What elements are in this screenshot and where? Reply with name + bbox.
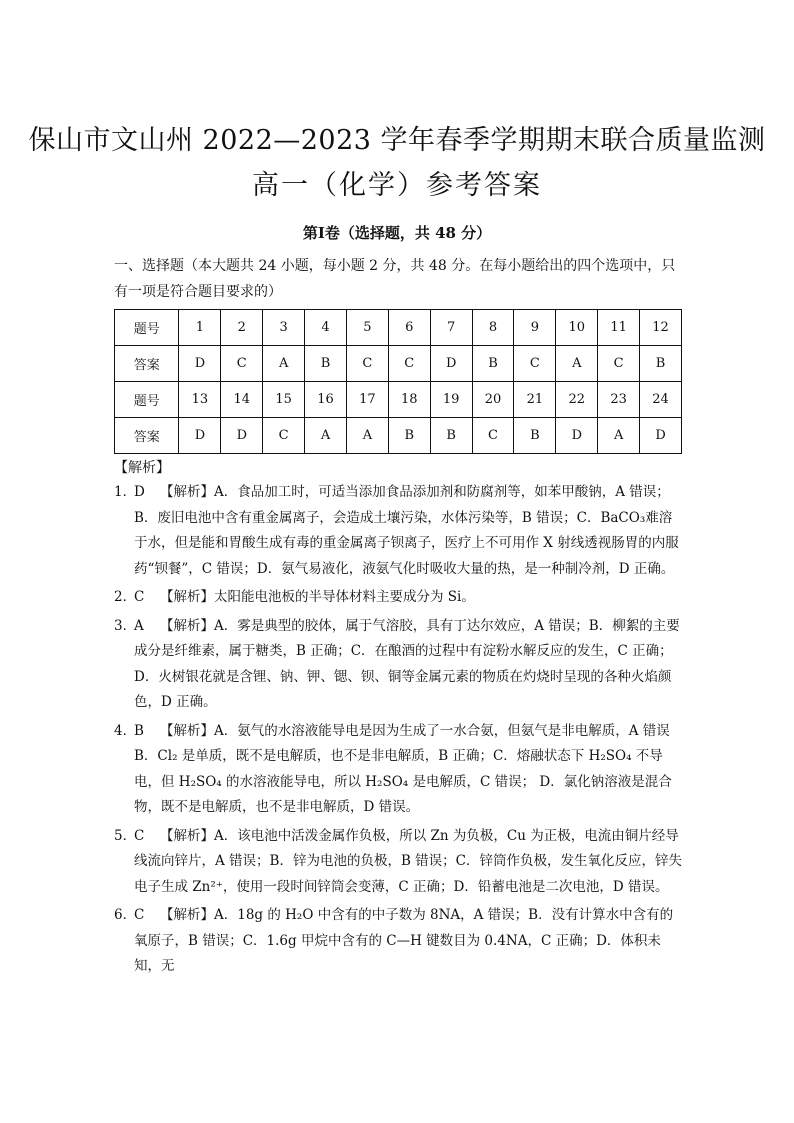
- table-cell: D: [556, 418, 598, 454]
- list-item: [114, 719, 682, 821]
- row-label: 答案: [115, 346, 179, 382]
- table-cell: C: [263, 418, 305, 454]
- table-cell: 8: [472, 310, 514, 346]
- table-cell: C: [346, 346, 388, 382]
- item-number: 4．: [114, 722, 137, 739]
- table-cell: 17: [346, 382, 388, 418]
- table-cell: B: [514, 418, 556, 454]
- table-row: [115, 310, 682, 346]
- item-number: 2．: [114, 589, 137, 605]
- table-cell: B: [472, 346, 514, 382]
- table-cell: 16: [305, 382, 347, 418]
- list-item: [114, 614, 682, 716]
- row-label: 答案: [115, 418, 179, 454]
- table-cell: 9: [514, 310, 556, 346]
- table-cell: 23: [598, 382, 640, 418]
- item-answer: A: [134, 617, 144, 634]
- table-cell: D: [179, 418, 221, 454]
- item-number: 5．: [114, 827, 137, 844]
- table-cell: 7: [430, 310, 472, 346]
- document-title: 保山市文山州 2022—2023 学年春季学期期末联合质量监测: [28, 125, 766, 156]
- item-answer: B: [134, 722, 144, 739]
- item-text: 【解析】A．18g 的 H₂O 中含有的中子数为 8NA，A 错误；B．没有计算水中含有的氧原子，B 错误；C．1.6g 甲烷中含有的 C—H 键数目为 0.4NA，C 正确；D．体积未知，无: [134, 907, 674, 974]
- item-answer: D: [134, 484, 145, 500]
- item-number: 6．: [114, 907, 137, 923]
- list-item: [114, 480, 682, 582]
- table-cell: C: [388, 346, 430, 382]
- table-cell: B: [430, 418, 472, 454]
- table-cell: A: [263, 346, 305, 382]
- table-cell: D: [640, 418, 682, 454]
- table-cell: 13: [179, 382, 221, 418]
- item-text: 【解析】太阳能电池板的半导体材料主要成分为 Si。: [160, 589, 475, 605]
- table-cell: D: [221, 418, 263, 454]
- item-text: 【解析】A．食品加工时，可适当添加食品添加剂和防腐剂等，如苯甲酸钠，A 错误；B．废旧电池中含有重金属离子，会造成土壤污染，水体污染等，B 错误；C．BaCO₃难溶于水，但是能和胃酸生成有毒的重金属离子钡离子，医疗上不可用作 X 射线透视肠胃的内服药“钡餐”，C 错误；D．氨气易液化，液氨气化时吸收大量的热，是一种制冷剂，D 正确。: [134, 484, 679, 577]
- table-cell: 18: [388, 382, 430, 418]
- table-row: [115, 346, 682, 382]
- table-row: [115, 418, 682, 454]
- table-cell: C: [472, 418, 514, 454]
- answer-table: [114, 309, 682, 454]
- table-cell: C: [598, 346, 640, 382]
- list-item: [114, 903, 682, 980]
- list-item: [114, 585, 682, 611]
- table-cell: 19: [430, 382, 472, 418]
- item-answer: C: [134, 589, 145, 605]
- table-cell: 12: [640, 310, 682, 346]
- item-number: 1．: [114, 484, 137, 500]
- item-answer: C: [134, 907, 145, 923]
- table-cell: C: [221, 346, 263, 382]
- section-heading: 第Ⅰ卷（选择题，共 48 分）: [302, 224, 492, 242]
- table-cell: 2: [221, 310, 263, 346]
- table-cell: 3: [263, 310, 305, 346]
- table-cell: 20: [472, 382, 514, 418]
- table-cell: B: [305, 346, 347, 382]
- table-cell: 14: [221, 382, 263, 418]
- document-subtitle: 高一（化学）参考答案: [252, 170, 542, 201]
- item-text: 【解析】A．该电池中活泼金属作负极，所以 Zn 为负极，Cu 为正极，电流由铜片经导线流向锌片，A 错误；B．锌为电池的负极，B 错误；C．锌筒作负极，发生氧化反应，锌失电子生成 Zn²⁺，使用一段时间锌筒会变薄，C 正确；D．铅蓄电池是二次电池，D 错误。: [134, 827, 683, 895]
- table-cell: D: [179, 346, 221, 382]
- row-label: 题号: [115, 382, 179, 418]
- table-cell: 11: [598, 310, 640, 346]
- table-cell: D: [430, 346, 472, 382]
- table-cell: 1: [179, 310, 221, 346]
- table-row: [115, 382, 682, 418]
- table-cell: C: [514, 346, 556, 382]
- table-cell: 4: [305, 310, 347, 346]
- table-cell: A: [305, 418, 347, 454]
- list-item: [114, 824, 682, 901]
- row-label: 题号: [115, 310, 179, 346]
- analysis-label: 【解析】: [114, 460, 170, 476]
- item-number: 3．: [114, 617, 137, 634]
- analysis-list: [114, 480, 682, 983]
- table-cell: 5: [346, 310, 388, 346]
- table-cell: A: [598, 418, 640, 454]
- table-cell: 10: [556, 310, 598, 346]
- table-cell: 6: [388, 310, 430, 346]
- table-cell: B: [640, 346, 682, 382]
- table-cell: 22: [556, 382, 598, 418]
- item-text: 【解析】A．氨气的水溶液能导电是因为生成了一水合氨，但氨气是非电解质，A 错误 B．Cl₂ 是单质，既不是电解质，也不是非电解质，B 正确；C．熔融状态下 H₂SO₄ 不导电，但 H₂SO₄ 的水溶液能导电，所以 H₂SO₄ 是电解质，C 错误； D．氯化钠溶液是混合物，既不是电解质，也不是非电解质，D 错误。: [134, 722, 672, 815]
- table-cell: B: [388, 418, 430, 454]
- item-answer: C: [134, 827, 145, 844]
- item-text: 【解析】A．雾是典型的胶体，属于气溶胶，具有丁达尔效应，A 错误；B．柳絮的主要成分是纤维素，属于糖类，B 正确；C．在酿酒的过程中有淀粉水解反应的发生，C 正确；D．火树银花就是含锂、钠、钾、锶、钡、铜等金属元素的物质在灼烧时呈现的各种火焰颜色，D 正确。: [134, 617, 680, 710]
- table-cell: 24: [640, 382, 682, 418]
- table-cell: 21: [514, 382, 556, 418]
- table-cell: 15: [263, 382, 305, 418]
- table-cell: A: [346, 418, 388, 454]
- table-cell: A: [556, 346, 598, 382]
- section-intro: 一、选择题（本大题共 24 小题，每小题 2 分，共 48 分。在每小题给出的四个选项中，只有一项是符合题目要求的）: [114, 258, 676, 300]
